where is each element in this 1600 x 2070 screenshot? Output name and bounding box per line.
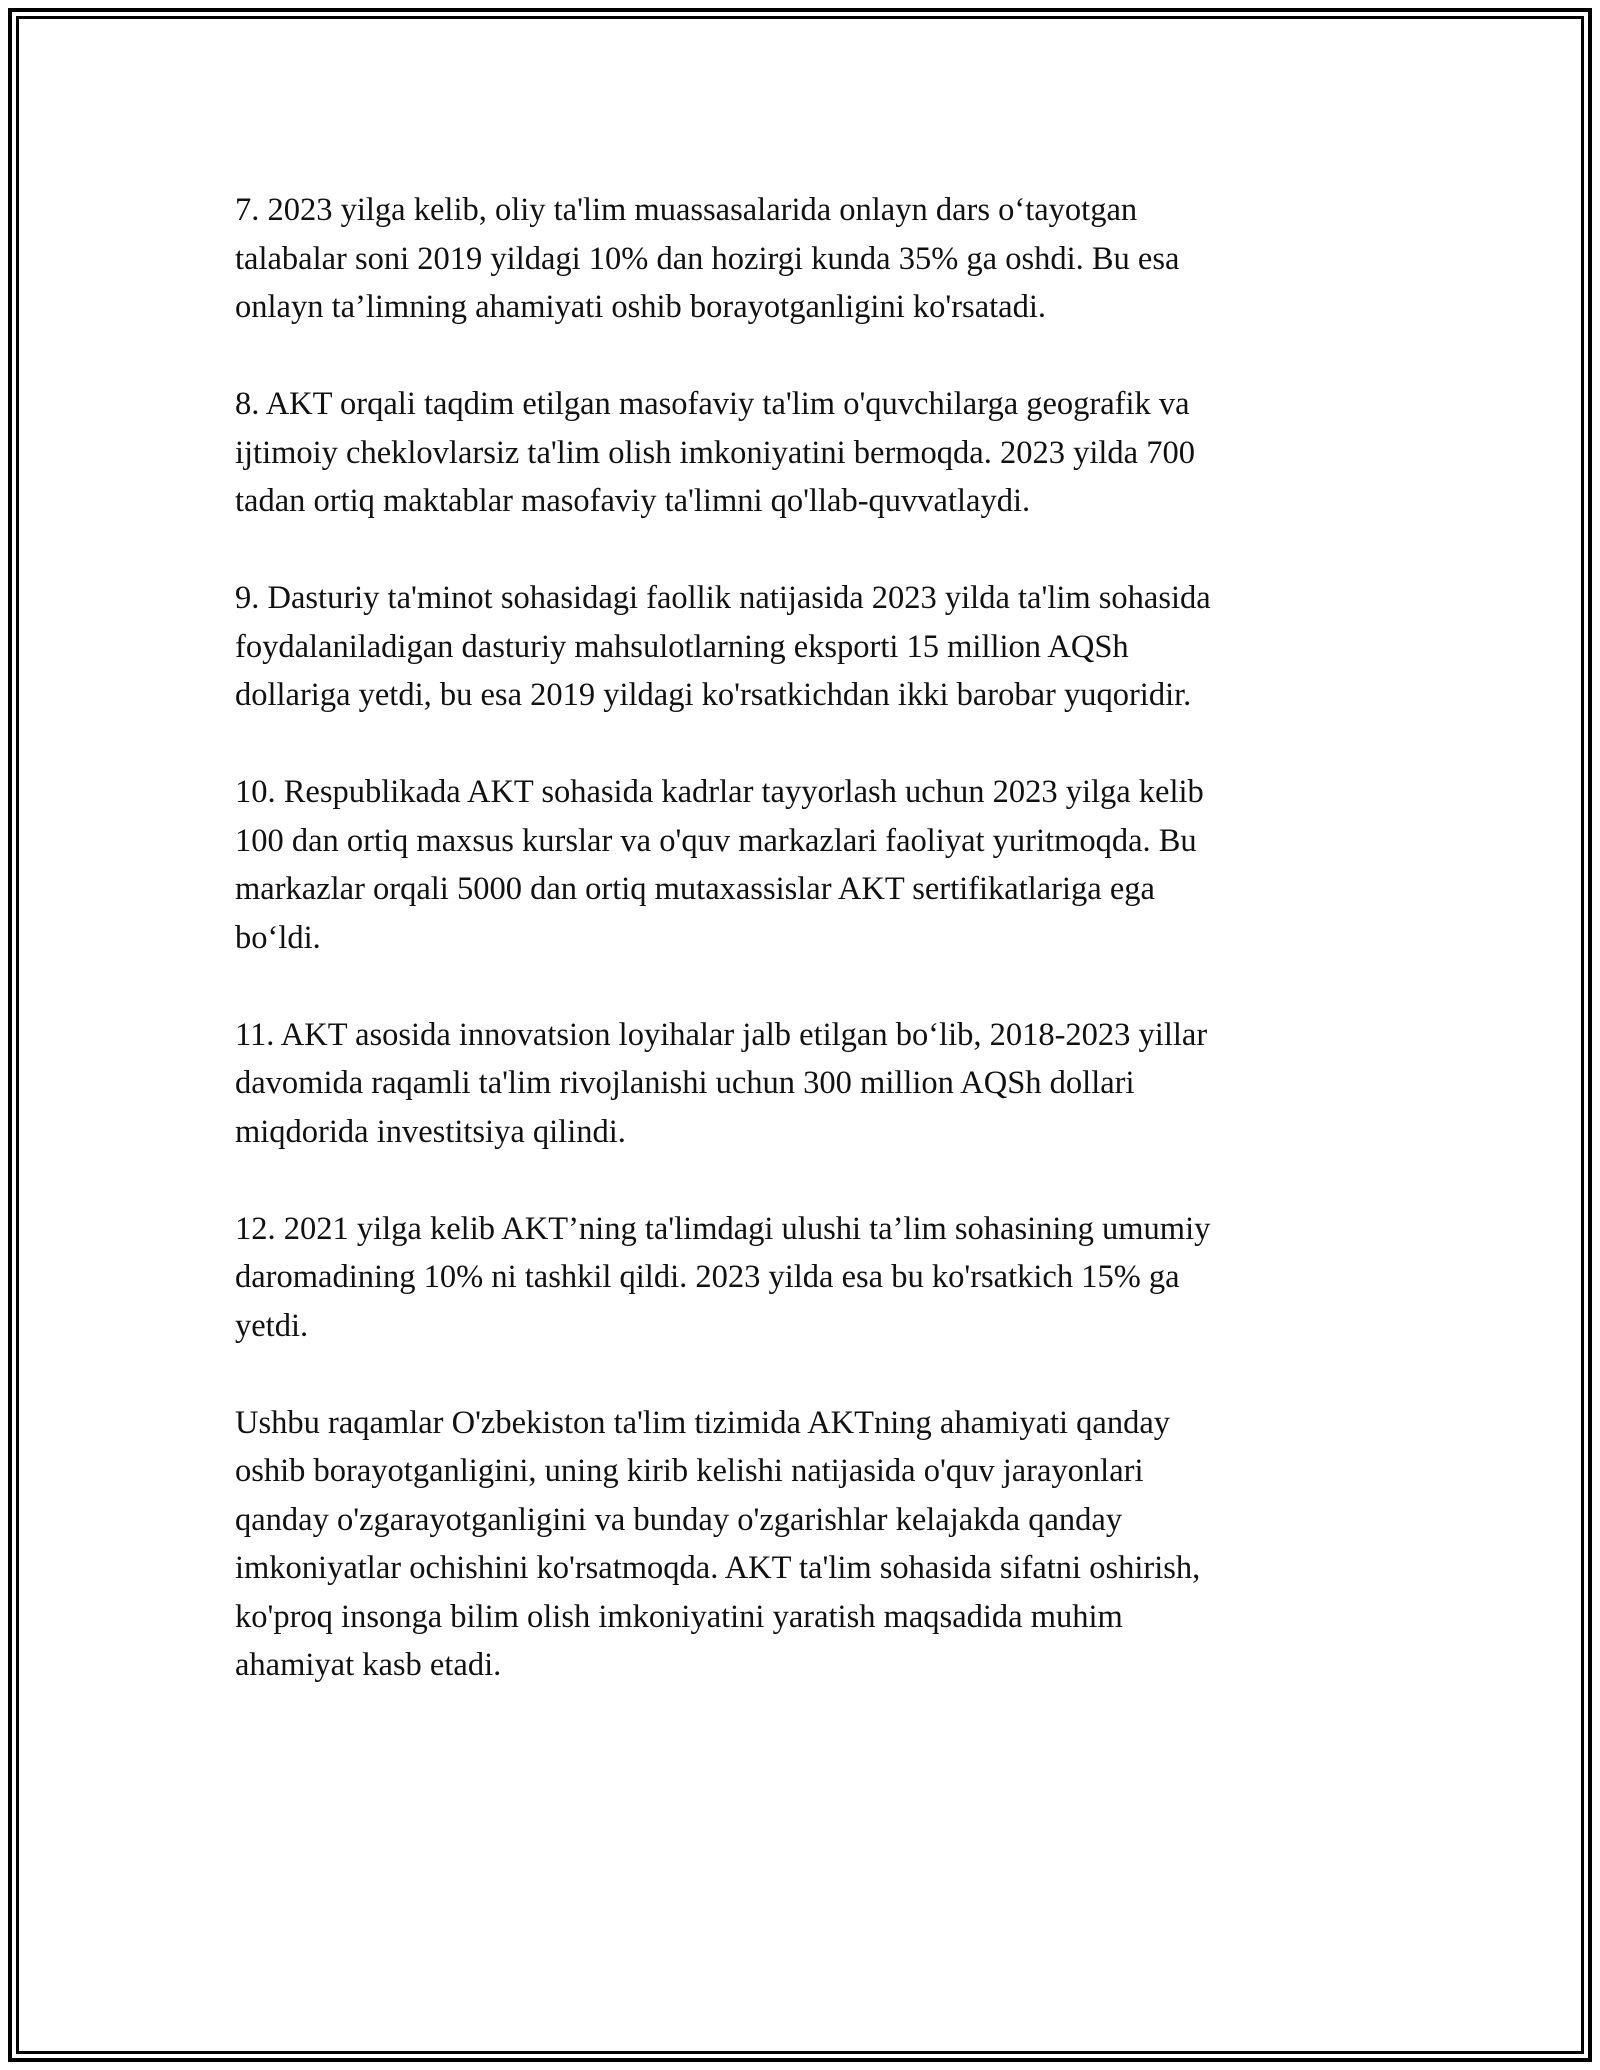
document-body bbox=[235, 186, 1375, 1738]
paragraph-item-10: 10. Respublikada AKT sohasida kadrlar tayyorlash uchun 2023 yilga kelib 100 dan ortiq maxsus kurslar va o'quv markazlari faoliyat yuritmoqda. Bu markazlar orqali 5000 dan ortiq mutaxassislar AKT sertifikatlariga ega bo‘ldi. bbox=[235, 774, 1204, 956]
paragraph-item-8: 8. AKT orqali taqdim etilgan masofaviy ta'lim o'quvchilarga geografik va ijtimoiy cheklovlarsiz ta'lim olish imkoniyatini bermoqda. 2023 yilda 700 tadan ortiq maktablar masofaviy ta'limni qo'llab-quvvatlaydi. bbox=[235, 386, 1195, 519]
paragraph-conclusion: Ushbu raqamlar O'zbekiston ta'lim tizimida AKTning ahamiyati qanday oshib borayotganligini, uning kirib kelishi natijasida o'quv jarayonlari qanday o'zgarayotganligini va bunday o'zgarishlar kelajakda qanday imkoniyatlar ochishini ko'rsatmoqda. AKT ta'lim sohasida sifatni oshirish, ko'proq insonga bilim olish imkoniyatini yaratish maqsadida muhim ahamiyat kasb etadi. bbox=[235, 1404, 1201, 1683]
paragraph-item-11: 11. AKT asosida innovatsion loyihalar jalb etilgan bo‘lib, 2018-2023 yillar davomida raqamli ta'lim rivojlanishi uchun 300 million AQSh dollari miqdorida investitsiya qilindi. bbox=[235, 1016, 1208, 1150]
paragraph-item-9: 9. Dasturiy ta'minot sohasidagi faollik natijasida 2023 yilda ta'lim sohasida foydalaniladigan dasturiy mahsulotlarning eksporti 15 million AQSh dollariga yetdi, bu esa 2019 yildagi ko'rsatkichdan ikki barobar yuqoridir. bbox=[235, 580, 1211, 713]
paragraph-item-7: 7. 2023 yilga kelib, oliy ta'lim muassasalarida onlayn dars o‘tayotgan talabalar soni 2019 yildagi 10% dan hozirgi kunda 35% ga oshdi. Bu esa onlayn ta’limning ahamiyati oshib borayotganligini ko'rsatadi. bbox=[235, 192, 1180, 325]
paragraph-item-12: 12. 2021 yilga kelib AKT’ning ta'limdagi ulushi ta’lim sohasining umumiy daromadining 10% ni tashkil qildi. 2023 yilda esa bu ko'rsatkich 15% ga yetdi. bbox=[235, 1210, 1211, 1344]
